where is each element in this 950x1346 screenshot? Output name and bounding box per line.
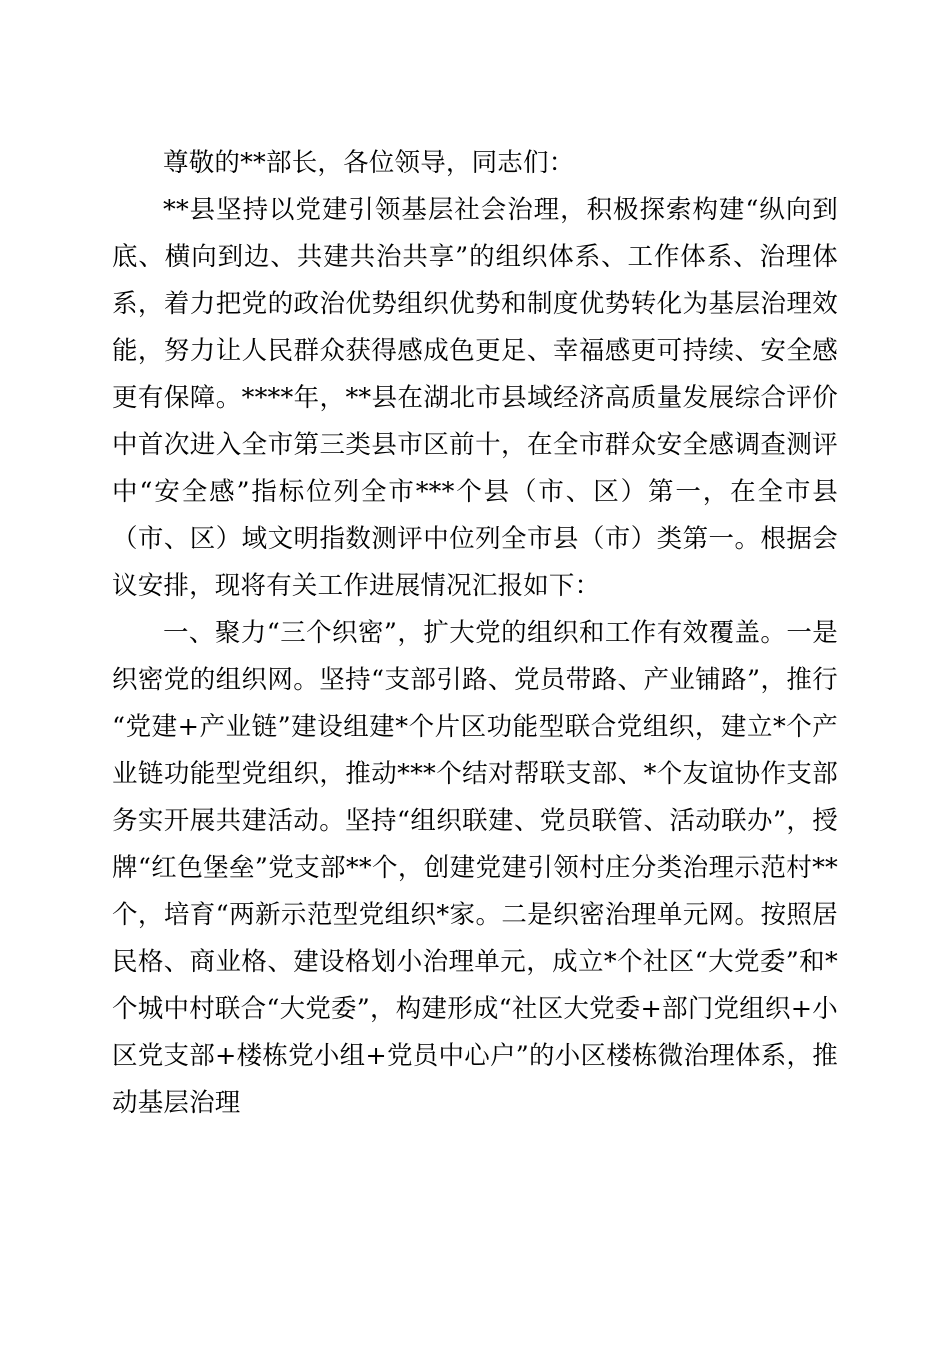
paragraph-salutation: 尊敬的**部长，各位领导，同志们： [163,148,575,178]
document-body [112,140,838,1127]
paragraph-section-one: 一、聚力“三个织密”，扩大党的组织和工作有效覆盖。一是织密党的组织网。坚持“支部引路、党员带路、产业铺路”，推行“党建+产业链”建设组建*个片区功能型联合党组织，建立*个产业链功能型党组织，推动***个结对帮联支部、*个友谊协作支部务实开展共建活动。坚持“组织联建、党员联管、活动联办”，授牌“红色堡垒”党支部**个，创建党建引领村庄分类治理示范村**个，培育“两新示范型党组织*家。二是织密治理单元网。按照居民格、商业格、建设格划小治理单元，成立*个社区“大党委”和*个城中村联合“大党委”，构建形成“社区大党委+部门党组织+小区党支部+楼栋党小组+党员中心户”的小区楼栋微治理体系，推动基层治理 [112,618,838,1118]
paragraph-opening-summary: **县坚持以党建引领基层社会治理，积极探索构建“纵向到底、横向到边、共建共治共享”的组织体系、工作体系、治理体系，着力把党的政治优势组织优势和制度优势转化为基层治理效能，努力让人民群众获得感成色更足、幸福感更可持续、安全感更有保障。****年，**县在湖北市县域经济高质量发展综合评价中首次进入全市第三类县市区前十，在全市群众安全感调查测评中“安全感”指标位列全市***个县（市、区）第一，在全市县（市、区）域文明指数测评中位列全市县（市）类第一。根据会议安排，现将有关工作进展情况汇报如下： [112,195,838,601]
